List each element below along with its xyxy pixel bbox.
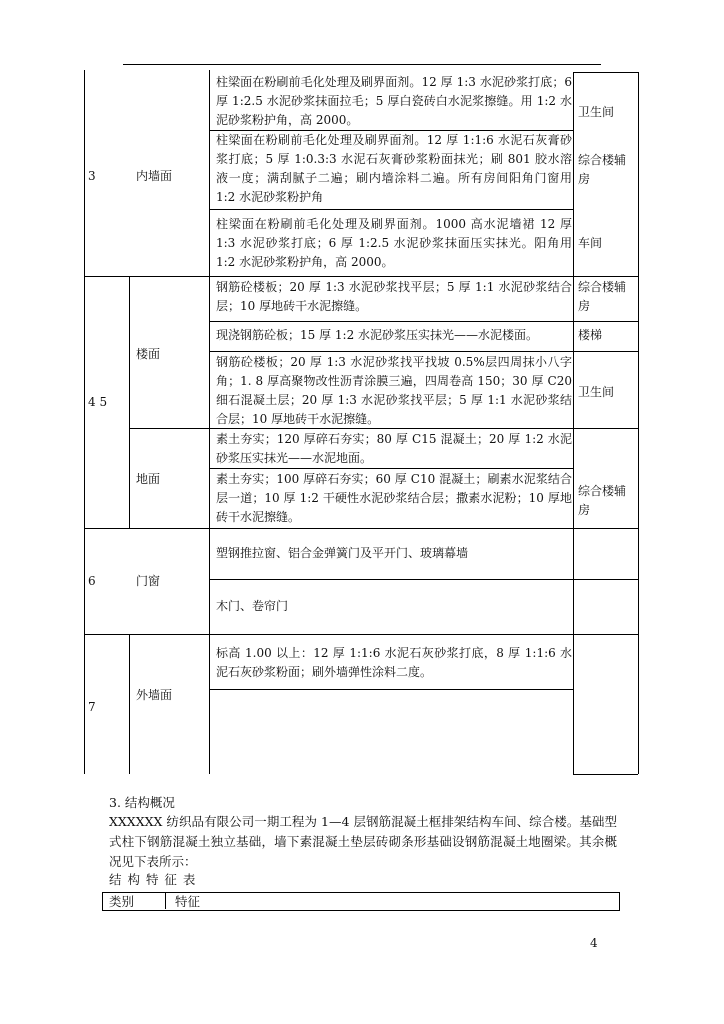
construction-description: 钢筋砼楼板；20 厚 1:3 水泥砂浆找平层；5 厚 1:1 水泥砂浆结合层；10 厚地砖干水泥擦缝。	[216, 280, 572, 313]
part-label: 门窗	[136, 574, 161, 588]
location-label: 车间	[578, 236, 603, 250]
structure-feature-table	[102, 892, 620, 911]
table-caption: 结 构 特 征 表	[109, 872, 197, 887]
construction-description: 素土夯实；120 厚碎石夯实；80 厚 C15 混凝土；20 厚 1:2 水泥砂浆压实抹光——水泥地面。	[216, 432, 572, 465]
page-number: 4	[590, 936, 598, 950]
part-label: 内墙面	[136, 169, 173, 183]
construction-description: 柱梁面在粉刷前毛化处理及刷界面剂。12 厚 1:1:6 水泥石灰膏砂浆打底；5 厚 1:0.3:3 水泥石灰膏砂浆粉面抹光；刷 801 胶水溶液一度；满刮腻子二遍；刷内墙涂料二遍。所有房间阳角门窗用 1:2 水泥砂浆粉护角	[216, 133, 572, 204]
location-label: 卫生间	[578, 105, 615, 119]
construction-description: 塑钢推拉窗、铝合金弹簧门及平开门、玻璃幕墙	[216, 546, 469, 560]
construction-description: 素土夯实；100 厚碎石夯实；60 厚 C10 混凝土；刷素水泥浆结合层一道；10 厚 1:2 干硬性水泥砂浆结合层；撒素水泥粉；10 厚地砖干水泥擦缝。	[216, 472, 572, 524]
row-number: 4 5	[88, 395, 108, 409]
construction-description: 柱梁面在粉刷前毛化处理及刷界面剂。1000 高水泥墙裙 12 厚 1:3 水泥砂浆打底；6 厚 1:2.5 水泥砂浆抹面压实抹光。阳角用 1:2 水泥砂浆粉护角，高 2000。	[216, 217, 572, 269]
construction-description: 现浇钢筋砼板；15 厚 1:2 水泥砂浆压实抹光——水泥楼面。	[216, 328, 539, 342]
part-label: 楼面	[136, 347, 161, 361]
construction-description: 标高 1.00 以上：12 厚 1:1:6 水泥石灰砂浆打底，8 厚 1:1:6 水泥石灰砂浆粉面；刷外墙弹性涂料二度。	[216, 646, 572, 679]
construction-description: 木门、卷帘门	[216, 599, 289, 613]
location-label: 综合楼辅房	[578, 280, 627, 313]
section-heading: 3. 结构概况	[109, 795, 175, 810]
section-paragraph: XXXXXX 纺织品有限公司一期工程为 1—4 层钢筋混凝土框排架结构车间、综合楼。基础型式柱下钢筋混凝土独立基础，墙下素混凝土垫层砖砌条形基础设钢筋混凝土地圈梁。其余概况见下表所示：	[109, 814, 617, 869]
construction-description: 钢筋砼楼板；20 厚 1:3 水泥砂浆找平找坡 0.5%层四周抹小八字角；1. 8 厚高聚物改性沥青涂膜三遍，四周卷高 150；30 厚 C20 细石混凝土层；20 厚 1:3 水泥砂浆找平层；5 厚 1:1 水泥砂浆结合层；10 厚地砖干水泥擦缝。	[216, 355, 572, 426]
location-label: 综合楼辅房	[578, 153, 627, 186]
column-divider	[165, 892, 167, 909]
column-header: 类别	[109, 894, 135, 909]
part-label: 外墙面	[136, 688, 173, 702]
location-label: 楼梯	[578, 328, 603, 342]
construction-description: 柱梁面在粉刷前毛化处理及刷界面剂。12 厚 1:3 水泥砂浆打底；6 厚 1:2.5 水泥砂浆抹面拉毛；5 厚白瓷砖白水泥浆擦缝。用 1:2 水泥砂浆粉护角，高 2000。	[216, 75, 572, 127]
row-number: 3	[88, 169, 96, 183]
column-header: 特征	[175, 894, 201, 909]
location-label: 卫生间	[578, 385, 615, 399]
part-label: 地面	[136, 472, 161, 486]
row-number: 6	[88, 574, 96, 588]
location-label: 综合楼辅房	[578, 484, 627, 517]
row-number: 7	[88, 700, 96, 714]
